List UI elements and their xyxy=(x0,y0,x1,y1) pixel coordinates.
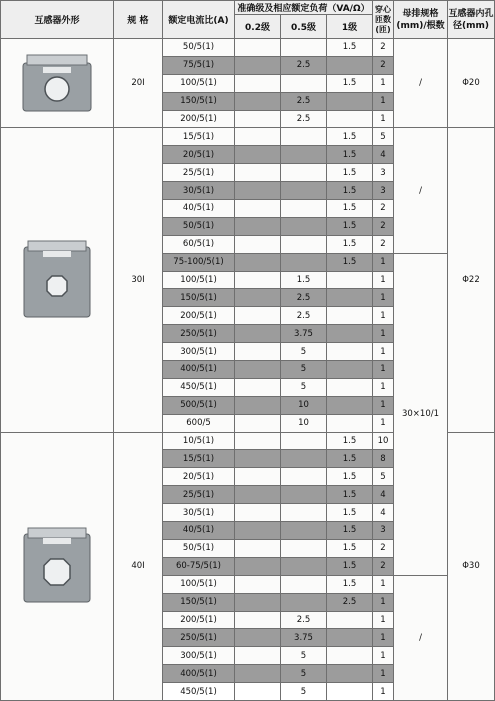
burden-cell-c05 xyxy=(281,235,327,253)
burden-cell-c02 xyxy=(235,325,281,343)
turns-cell: 3 xyxy=(373,522,394,540)
ratio-cell: 400/5(1) xyxy=(163,665,235,683)
turns-cell: 1 xyxy=(373,629,394,647)
burden-cell-c02 xyxy=(235,378,281,396)
burden-cell-c05 xyxy=(281,504,327,522)
turns-cell: 2 xyxy=(373,539,394,557)
burden-cell-c02 xyxy=(235,271,281,289)
burden-cell-c1 xyxy=(327,378,373,396)
ratio-cell: 600/5 xyxy=(163,414,235,432)
turns-cell: 1 xyxy=(373,343,394,361)
header-busbar-label: 母排规格(mm)/根数 xyxy=(396,8,445,31)
current-transformer-small-icon xyxy=(1,39,114,128)
ratio-cell: 250/5(1) xyxy=(163,325,235,343)
turns-cell: 1 xyxy=(373,665,394,683)
hole-diameter-cell: Φ20 xyxy=(448,39,495,128)
ratio-cell: 150/5(1) xyxy=(163,593,235,611)
header-acc-0-2: 0.2级 xyxy=(235,15,281,39)
model-cell: 40I xyxy=(114,432,163,700)
burden-cell-c02 xyxy=(235,611,281,629)
burden-cell-c05 xyxy=(281,217,327,235)
burden-cell-c02 xyxy=(235,164,281,182)
burden-cell-c02 xyxy=(235,593,281,611)
burden-cell-c1: 1.5 xyxy=(327,486,373,504)
burden-cell-c02 xyxy=(235,235,281,253)
burden-cell-c05: 3.75 xyxy=(281,629,327,647)
turns-cell: 3 xyxy=(373,182,394,200)
burden-cell-c05: 5 xyxy=(281,683,327,701)
burden-cell-c02 xyxy=(235,74,281,92)
burden-cell-c02 xyxy=(235,39,281,57)
burden-cell-c05: 5 xyxy=(281,378,327,396)
burden-cell-c1: 1.5 xyxy=(327,146,373,164)
ratio-cell: 50/5(1) xyxy=(163,539,235,557)
burden-cell-c02 xyxy=(235,468,281,486)
burden-cell-c02 xyxy=(235,486,281,504)
burden-cell-c05: 10 xyxy=(281,414,327,432)
burden-cell-c1: 1.5 xyxy=(327,539,373,557)
turns-cell: 5 xyxy=(373,128,394,146)
ratio-cell: 100/5(1) xyxy=(163,575,235,593)
turns-cell: 1 xyxy=(373,378,394,396)
burden-cell-c1: 1.5 xyxy=(327,39,373,57)
turns-cell: 4 xyxy=(373,146,394,164)
turns-cell: 5 xyxy=(373,468,394,486)
burden-cell-c1 xyxy=(327,665,373,683)
burden-cell-c05 xyxy=(281,432,327,450)
ratio-cell: 50/5(1) xyxy=(163,39,235,57)
ratio-cell: 400/5(1) xyxy=(163,361,235,379)
burden-cell-c1 xyxy=(327,325,373,343)
ratio-cell: 10/5(1) xyxy=(163,432,235,450)
hole-diameter-cell: Φ30 xyxy=(448,432,495,700)
turns-cell: 1 xyxy=(373,325,394,343)
turns-cell: 1 xyxy=(373,361,394,379)
burden-cell-c1: 1.5 xyxy=(327,128,373,146)
turns-cell: 4 xyxy=(373,486,394,504)
ratio-cell: 25/5(1) xyxy=(163,486,235,504)
burden-cell-c05: 5 xyxy=(281,665,327,683)
ratio-cell: 200/5(1) xyxy=(163,611,235,629)
ratio-cell: 150/5(1) xyxy=(163,92,235,110)
burden-cell-c05 xyxy=(281,39,327,57)
burden-cell-c05: 2.5 xyxy=(281,611,327,629)
burden-cell-c05 xyxy=(281,575,327,593)
burden-cell-c05 xyxy=(281,164,327,182)
burden-cell-c02 xyxy=(235,522,281,540)
current-transformer-medium-icon xyxy=(1,128,114,432)
burden-cell-c02 xyxy=(235,396,281,414)
burden-cell-c1: 1.5 xyxy=(327,575,373,593)
burden-cell-c05: 2.5 xyxy=(281,56,327,74)
burden-cell-c05 xyxy=(281,522,327,540)
burden-cell-c1: 1.5 xyxy=(327,217,373,235)
ratio-cell: 40/5(1) xyxy=(163,522,235,540)
current-transformer-medium-icon xyxy=(18,237,96,323)
header-acc-1: 1级 xyxy=(327,15,373,39)
burden-cell-c05 xyxy=(281,539,327,557)
turns-cell: 2 xyxy=(373,200,394,218)
burden-cell-c05: 5 xyxy=(281,361,327,379)
hole-diameter-cell: Φ22 xyxy=(448,128,495,432)
turns-cell: 1 xyxy=(373,253,394,271)
current-transformer-small-icon xyxy=(17,49,97,117)
busbar-cell: / xyxy=(394,128,448,253)
burden-cell-c02 xyxy=(235,56,281,74)
burden-cell-c05 xyxy=(281,593,327,611)
burden-cell-c02 xyxy=(235,432,281,450)
burden-cell-c05 xyxy=(281,200,327,218)
turns-cell: 1 xyxy=(373,647,394,665)
header-model: 规 格 xyxy=(114,1,163,39)
turns-cell: 1 xyxy=(373,414,394,432)
burden-cell-c1: 2.5 xyxy=(327,593,373,611)
burden-cell-c02 xyxy=(235,110,281,128)
turns-cell: 1 xyxy=(373,396,394,414)
burden-cell-c1: 1.5 xyxy=(327,74,373,92)
ratio-cell: 60-75/5(1) xyxy=(163,557,235,575)
ratio-cell: 15/5(1) xyxy=(163,128,235,146)
table-row xyxy=(1,39,495,57)
ratio-cell: 30/5(1) xyxy=(163,182,235,200)
turns-cell: 1 xyxy=(373,110,394,128)
turns-cell: 2 xyxy=(373,557,394,575)
burden-cell-c02 xyxy=(235,146,281,164)
burden-cell-c02 xyxy=(235,200,281,218)
turns-cell: 1 xyxy=(373,683,394,701)
burden-cell-c1: 1.5 xyxy=(327,504,373,522)
ratio-cell: 40/5(1) xyxy=(163,200,235,218)
turns-cell: 1 xyxy=(373,271,394,289)
ratio-cell: 200/5(1) xyxy=(163,110,235,128)
turns-cell: 2 xyxy=(373,39,394,57)
burden-cell-c05 xyxy=(281,468,327,486)
header-appearance: 互感器外形 xyxy=(1,1,114,39)
burden-cell-c05: 2.5 xyxy=(281,289,327,307)
burden-cell-c1 xyxy=(327,647,373,665)
burden-cell-c02 xyxy=(235,361,281,379)
spec-table-body xyxy=(1,39,495,701)
burden-cell-c1 xyxy=(327,56,373,74)
burden-cell-c05: 2.5 xyxy=(281,307,327,325)
turns-cell: 1 xyxy=(373,74,394,92)
burden-cell-c02 xyxy=(235,253,281,271)
busbar-cell: 30×10/1 xyxy=(394,253,448,575)
turns-cell: 1 xyxy=(373,611,394,629)
turns-cell: 1 xyxy=(373,92,394,110)
burden-cell-c1 xyxy=(327,629,373,647)
burden-cell-c1: 1.5 xyxy=(327,235,373,253)
burden-cell-c05: 1.5 xyxy=(281,271,327,289)
ratio-cell: 20/5(1) xyxy=(163,146,235,164)
turns-cell: 1 xyxy=(373,575,394,593)
turns-cell: 1 xyxy=(373,289,394,307)
turns-cell: 10 xyxy=(373,432,394,450)
burden-cell-c1 xyxy=(327,271,373,289)
burden-cell-c1: 1.5 xyxy=(327,200,373,218)
burden-cell-c1 xyxy=(327,414,373,432)
burden-cell-c1: 1.5 xyxy=(327,450,373,468)
burden-cell-c1 xyxy=(327,611,373,629)
ratio-cell: 60/5(1) xyxy=(163,235,235,253)
burden-cell-c02 xyxy=(235,182,281,200)
burden-cell-c02 xyxy=(235,343,281,361)
burden-cell-c02 xyxy=(235,557,281,575)
burden-cell-c1: 1.5 xyxy=(327,164,373,182)
ratio-cell: 450/5(1) xyxy=(163,378,235,396)
turns-cell: 2 xyxy=(373,235,394,253)
burden-cell-c1: 1.5 xyxy=(327,468,373,486)
ratio-cell: 250/5(1) xyxy=(163,629,235,647)
burden-cell-c02 xyxy=(235,629,281,647)
burden-cell-c1 xyxy=(327,110,373,128)
burden-cell-c02 xyxy=(235,504,281,522)
header-busbar xyxy=(394,1,448,39)
ratio-cell: 300/5(1) xyxy=(163,343,235,361)
ratio-cell: 75-100/5(1) xyxy=(163,253,235,271)
burden-cell-c1 xyxy=(327,683,373,701)
burden-cell-c05 xyxy=(281,74,327,92)
burden-cell-c05 xyxy=(281,182,327,200)
turns-cell: 8 xyxy=(373,450,394,468)
header-turns xyxy=(373,1,394,39)
burden-cell-c05 xyxy=(281,486,327,504)
ratio-cell: 30/5(1) xyxy=(163,504,235,522)
ratio-cell: 500/5(1) xyxy=(163,396,235,414)
burden-cell-c1 xyxy=(327,289,373,307)
burden-cell-c02 xyxy=(235,307,281,325)
burden-cell-c02 xyxy=(235,128,281,146)
ratio-cell: 25/5(1) xyxy=(163,164,235,182)
burden-cell-c05 xyxy=(281,450,327,468)
burden-cell-c02 xyxy=(235,647,281,665)
header-ratio: 额定电流比(A) xyxy=(163,1,235,39)
burden-cell-c05: 5 xyxy=(281,343,327,361)
ratio-cell: 300/5(1) xyxy=(163,647,235,665)
header-accuracy-group: 准确级及相应额定负荷（VA/Ω） xyxy=(235,1,373,15)
busbar-cell: / xyxy=(394,39,448,128)
burden-cell-c02 xyxy=(235,665,281,683)
ratio-cell: 150/5(1) xyxy=(163,289,235,307)
header-turns-label: 穿心匝数(匝) xyxy=(375,4,391,34)
turns-cell: 1 xyxy=(373,593,394,611)
burden-cell-c05: 3.75 xyxy=(281,325,327,343)
turns-cell: 1 xyxy=(373,307,394,325)
burden-cell-c1 xyxy=(327,361,373,379)
header-hole xyxy=(448,1,495,39)
burden-cell-c02 xyxy=(235,414,281,432)
burden-cell-c05 xyxy=(281,253,327,271)
burden-cell-c05 xyxy=(281,557,327,575)
burden-cell-c02 xyxy=(235,575,281,593)
burden-cell-c02 xyxy=(235,450,281,468)
burden-cell-c02 xyxy=(235,683,281,701)
ratio-cell: 20/5(1) xyxy=(163,468,235,486)
ratio-cell: 75/5(1) xyxy=(163,56,235,74)
burden-cell-c05 xyxy=(281,128,327,146)
busbar-cell: / xyxy=(394,575,448,700)
header-hole-label: 互感器内孔径(mm) xyxy=(448,8,494,31)
burden-cell-c1 xyxy=(327,307,373,325)
burden-cell-c1: 1.5 xyxy=(327,557,373,575)
turns-cell: 3 xyxy=(373,164,394,182)
burden-cell-c05: 5 xyxy=(281,647,327,665)
turns-cell: 2 xyxy=(373,56,394,74)
burden-cell-c1: 1.5 xyxy=(327,253,373,271)
burden-cell-c05 xyxy=(281,146,327,164)
ratio-cell: 100/5(1) xyxy=(163,74,235,92)
burden-cell-c1: 1.5 xyxy=(327,432,373,450)
model-cell: 20I xyxy=(114,39,163,128)
burden-cell-c1 xyxy=(327,92,373,110)
burden-cell-c05: 10 xyxy=(281,396,327,414)
burden-cell-c02 xyxy=(235,92,281,110)
ratio-cell: 15/5(1) xyxy=(163,450,235,468)
burden-cell-c05: 2.5 xyxy=(281,92,327,110)
burden-cell-c02 xyxy=(235,539,281,557)
model-cell: 30I xyxy=(114,128,163,432)
table-row xyxy=(1,128,495,146)
header-acc-0-5: 0.5级 xyxy=(281,15,327,39)
burden-cell-c1 xyxy=(327,343,373,361)
current-transformer-large-icon xyxy=(18,524,96,608)
turns-cell: 2 xyxy=(373,217,394,235)
burden-cell-c02 xyxy=(235,217,281,235)
burden-cell-c02 xyxy=(235,289,281,307)
turns-cell: 4 xyxy=(373,504,394,522)
ratio-cell: 450/5(1) xyxy=(163,683,235,701)
burden-cell-c05: 2.5 xyxy=(281,110,327,128)
ratio-cell: 100/5(1) xyxy=(163,271,235,289)
burden-cell-c1 xyxy=(327,396,373,414)
current-transformer-large-icon xyxy=(1,432,114,700)
burden-cell-c1: 1.5 xyxy=(327,522,373,540)
ratio-cell: 200/5(1) xyxy=(163,307,235,325)
ratio-cell: 50/5(1) xyxy=(163,217,235,235)
burden-cell-c1: 1.5 xyxy=(327,182,373,200)
